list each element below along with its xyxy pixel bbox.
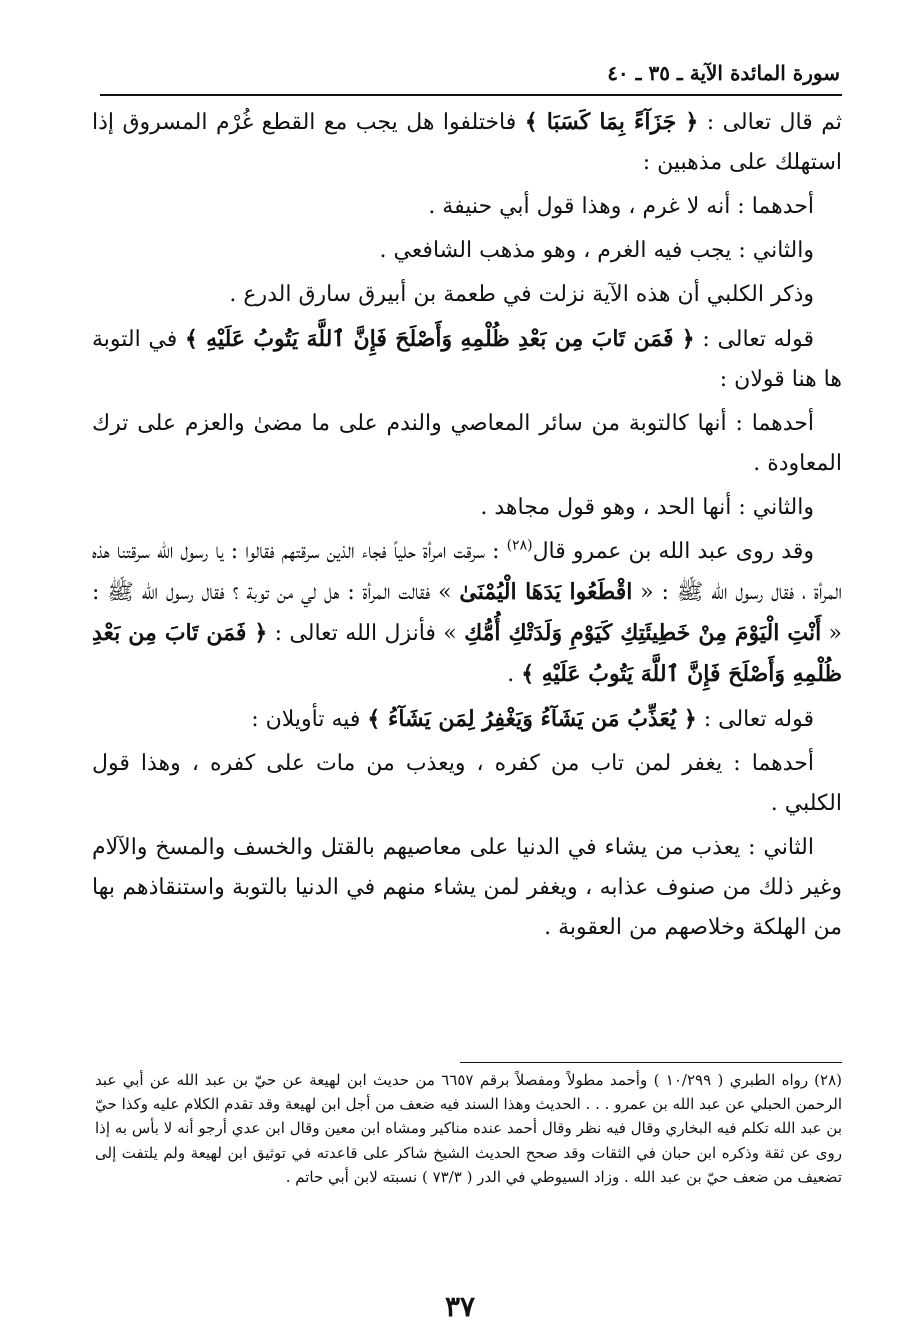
hadith-quote: أَنْتِ الْيَوْمَ مِنْ خَطِيئَتِكِ كَيَوْمِ وَلَدَتْكِ أُمُّكِ — [464, 620, 822, 646]
paragraph — [92, 102, 842, 183]
text-run: : سرقت امرأة حلياً فجاء الذين سرقتهم فقالوا : يا رسول الله سرقتنا هذه المرأة ، فقال رسول الله ﷺ : « — [92, 539, 842, 605]
paragraph: والثاني : أنها الحد ، وهو قول مجاهد . — [480, 495, 814, 520]
text-run: » فقالت المرأة : هل لي من توبة ؟ فقال رسول الله ﷺ : « — [92, 580, 842, 646]
running-header: سورة المائدة الآية ـ ٣٥ ـ ٤٠ — [607, 61, 840, 85]
quran-verse: ﴿ فَمَن تَابَ مِن بَعْدِ ظُلْمِهِ وَأَصْلَحَ فَإِنَّ ٱللَّهَ يَتُوبُ عَلَيْهِ ﴾ — [92, 620, 842, 687]
paragraph: أحدهما : أنها كالتوبة من سائر المعاصي والندم على ما مضىٰ والعزم على ترك المعاودة . — [92, 411, 842, 476]
quran-verse: ﴿ فَمَن تَابَ مِن بَعْدِ ظُلْمِهِ وَأَصْلَحَ فَإِنَّ ٱللَّهَ يَتُوبُ عَلَيْهِ ﴾ — [184, 326, 695, 352]
hadith-quote: اقْطَعُوا يَدَهَا الْيُمْنَىٰ — [459, 579, 633, 605]
text-run: وقد روى عبد الله بن عمرو قال — [532, 539, 814, 564]
text-run: ثم قال تعالى : — [698, 110, 842, 135]
text-run: قوله تعالى : — [696, 707, 814, 732]
text-run: فيه تأويلان : — [251, 707, 368, 732]
text-run: في التوبة ها هنا قولان : — [92, 327, 842, 392]
paragraph: وذكر الكلبي أن هذه الآية نزلت في طعمة بن أبيرق سارق الدرع . — [229, 282, 814, 307]
text-run: . — [507, 662, 522, 687]
paragraph — [92, 532, 842, 695]
page-number: ٣٧ — [444, 1290, 476, 1323]
footnote — [95, 1068, 842, 1189]
header-rule — [100, 94, 842, 96]
paragraph — [92, 699, 842, 740]
text-run: فاختلفوا هل يجب مع القطع غُرْم المسروق إذا استهلك على مذهبين : — [92, 110, 842, 175]
footnote-rule — [460, 1062, 842, 1063]
footnote-number: (٢٨) — [814, 1071, 843, 1089]
paragraph: الثاني : يعذب من يشاء في الدنيا على معاصيهم بالقتل والخسف والمسخ والآلام وغير ذلك من صنوف عذابه ، ويغفر لمن يشاء منهم في الدنيا بالتوبة واستنقاذهم بها من الهلكة وخلاصهم من العقوبة . — [92, 835, 842, 940]
text-run: قوله تعالى : — [694, 327, 814, 352]
paragraph: أحدهما : أنه لا غرم ، وهذا قول أبي حنيفة . — [428, 194, 814, 219]
paragraph: والثاني : يجب فيه الغرم ، وهو مذهب الشافعي . — [379, 238, 814, 263]
quran-verse: ﴿ جَزَآءً بِمَا كَسَبَا ﴾ — [524, 109, 699, 135]
text-run: » فأنزل الله تعالى : — [267, 621, 465, 646]
main-text — [92, 102, 842, 952]
footnote-reference: (٢٨) — [506, 537, 533, 554]
paragraph: أحدهما : يغفر لمن تاب من كفره ، ويعذب من مات على كفره ، وهذا قول الكلبي . — [92, 751, 842, 816]
footnote-text: رواه الطبري ( ١٠/٢٩٩ ) وأحمد مطولاً ومفصلاً برقم ٦٦٥٧ من حديث ابن لهيعة عن حيّ بن عبد الله عن أبي عبد الرحمن الحبلي عن عبد الله بن عمرو . . . الحديث وهذا السند فيه ضعف من أجل ابن لهيعة وقد تقدم الكلام عليه وكذا حيّ بن عبد الله تكلم فيه البخاري وقال فيه نظر وقال أحمد عنده مناكير ومشاه ابن معين وقال ابن عدي أرجو أنه لا بأس به إذا روى عن ثقة وذكره ابن حبان في الثقات وقد صحح الحديث الشيخ شاكر على قاعدته في توثيق ابن لهيعة ولم يلتفت إلى تضعيف من ضعف حيّ بن عبد الله . وزاد السيوطي في الدر ( ٧٣/٣ ) نسبته لابن أبي حاتم . — [95, 1071, 842, 1186]
quran-verse: ﴿ يُعَذِّبُ مَن يَشَآءُ وَيَغْفِرُ لِمَن يَشَآءُ ﴾ — [367, 706, 697, 732]
paragraph — [92, 319, 842, 400]
